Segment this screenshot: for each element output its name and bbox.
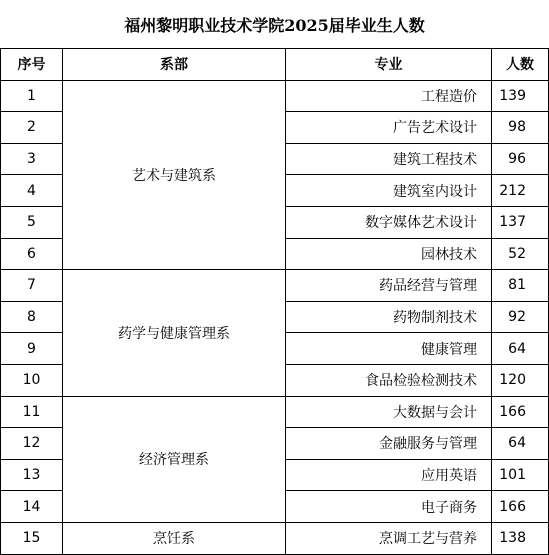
cell-major: 药品经营与管理 xyxy=(286,270,492,302)
cell-no: 6 xyxy=(1,238,63,270)
cell-dept: 艺术与建筑系 xyxy=(63,80,286,270)
cell-major: 电子商务 xyxy=(286,491,492,523)
header-no: 序号 xyxy=(1,49,63,81)
table-row xyxy=(1,396,549,428)
cell-major: 工程造价 xyxy=(286,80,492,112)
cell-major: 健康管理 xyxy=(286,333,492,365)
cell-no: 15 xyxy=(1,522,63,554)
table-row xyxy=(1,80,549,112)
cell-major: 建筑室内设计 xyxy=(286,175,492,207)
cell-major: 烹调工艺与营养 xyxy=(286,522,492,554)
cell-count: 98 xyxy=(492,112,549,144)
cell-count: 64 xyxy=(492,428,549,460)
cell-major: 大数据与会计 xyxy=(286,396,492,428)
cell-no: 14 xyxy=(1,491,63,523)
cell-count: 137 xyxy=(492,206,549,238)
cell-major: 数字媒体艺术设计 xyxy=(286,206,492,238)
cell-no: 9 xyxy=(1,333,63,365)
header-major: 专业 xyxy=(286,49,492,81)
header-row xyxy=(1,49,549,81)
cell-count: 64 xyxy=(492,333,549,365)
cell-dept: 烹饪系 xyxy=(63,522,286,554)
cell-no: 11 xyxy=(1,396,63,428)
cell-count: 166 xyxy=(492,396,549,428)
cell-no: 12 xyxy=(1,428,63,460)
table-row xyxy=(1,522,549,554)
cell-count: 166 xyxy=(492,491,549,523)
cell-count: 138 xyxy=(492,522,549,554)
cell-no: 7 xyxy=(1,270,63,302)
graduates-table xyxy=(0,48,549,555)
table-row xyxy=(1,270,549,302)
cell-major: 广告艺术设计 xyxy=(286,112,492,144)
page-title: 福州黎明职业技术学院2025届毕业生人数 xyxy=(124,15,425,35)
header-dept: 系部 xyxy=(63,49,286,81)
cell-major: 食品检验检测技术 xyxy=(286,364,492,396)
cell-major: 建筑工程技术 xyxy=(286,143,492,175)
cell-no: 5 xyxy=(1,206,63,238)
cell-count: 52 xyxy=(492,238,549,270)
cell-count: 101 xyxy=(492,459,549,491)
cell-no: 10 xyxy=(1,364,63,396)
cell-count: 139 xyxy=(492,80,549,112)
table-body xyxy=(1,80,549,554)
cell-no: 2 xyxy=(1,112,63,144)
cell-major: 金融服务与管理 xyxy=(286,428,492,460)
cell-major: 园林技术 xyxy=(286,238,492,270)
cell-no: 8 xyxy=(1,301,63,333)
cell-no: 4 xyxy=(1,175,63,207)
cell-major: 应用英语 xyxy=(286,459,492,491)
cell-count: 92 xyxy=(492,301,549,333)
cell-dept: 药学与健康管理系 xyxy=(63,270,286,396)
cell-major: 药物制剂技术 xyxy=(286,301,492,333)
cell-no: 3 xyxy=(1,143,63,175)
cell-dept: 经济管理系 xyxy=(63,396,286,522)
cell-count: 120 xyxy=(492,364,549,396)
header-count: 人数 xyxy=(492,49,549,81)
cell-no: 13 xyxy=(1,459,63,491)
cell-count: 212 xyxy=(492,175,549,207)
cell-no: 1 xyxy=(1,80,63,112)
cell-count: 96 xyxy=(492,143,549,175)
cell-count: 81 xyxy=(492,270,549,302)
